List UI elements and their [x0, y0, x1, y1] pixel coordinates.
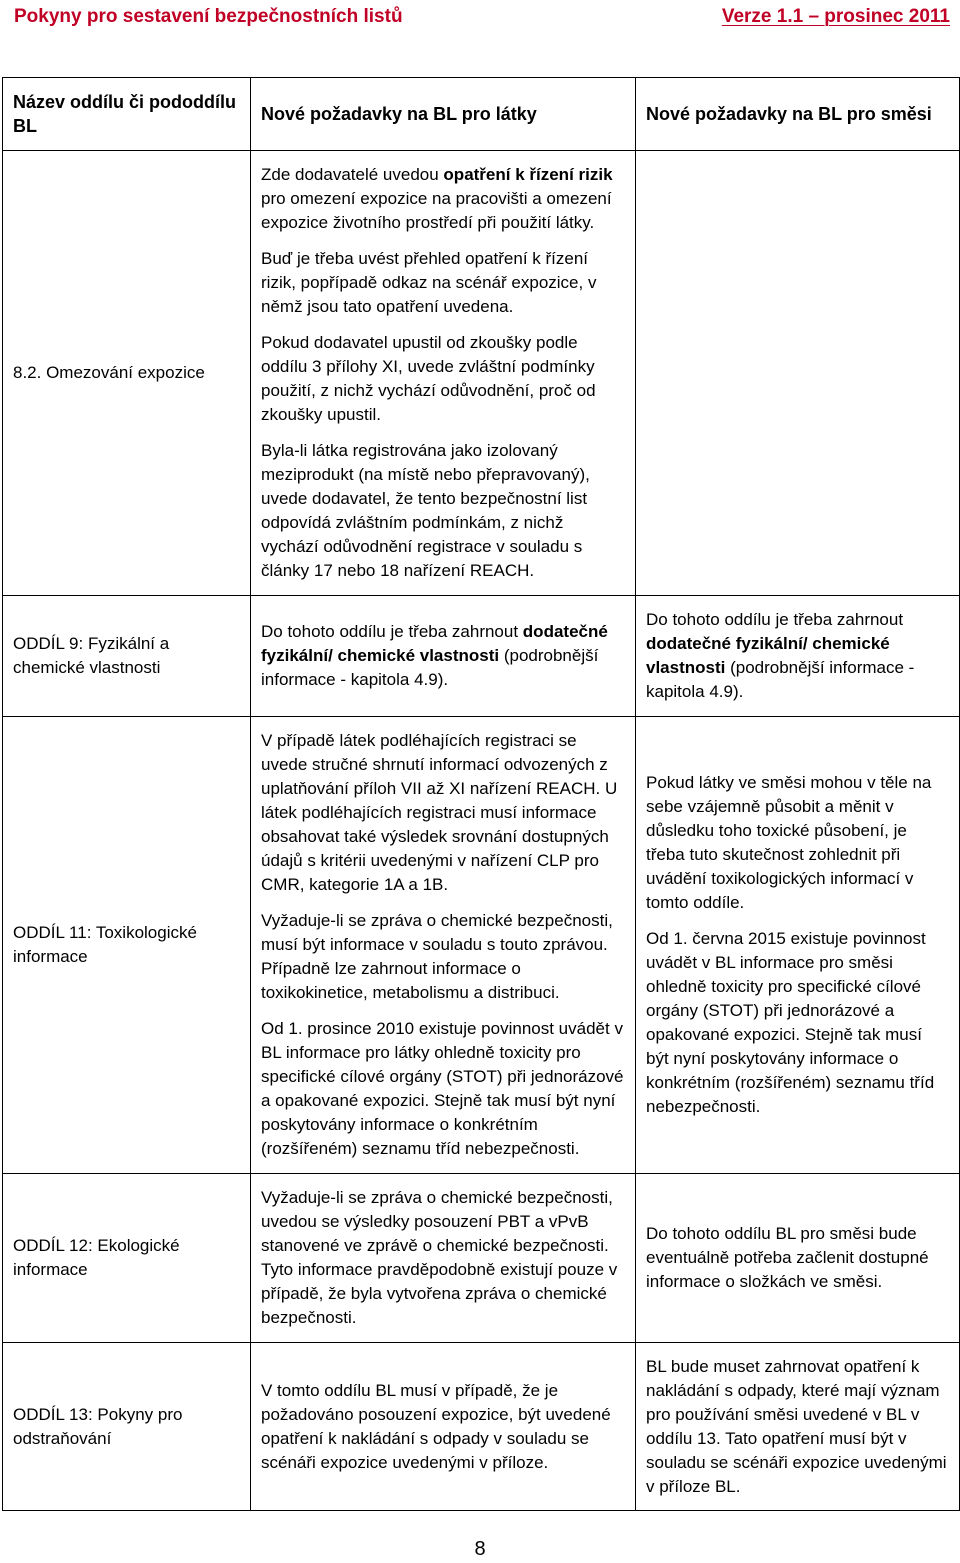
bold-text: opatření k řízení rizik — [443, 165, 613, 184]
mixtures-cell: BL bude muset zahrnovat opatření k nakládání s odpady, které mají význam pro používání směsi uvedené v BL v oddílu 13. Tato opatření musí být v souladu se scénáři expozice uvedenými v příloze BL. — [636, 1343, 960, 1511]
substances-cell — [251, 596, 636, 717]
requirements-table — [2, 77, 960, 1511]
bold-text: dodatečné fyzikální/ chemické vlastnosti — [261, 622, 608, 665]
text: pro omezení expozice na pracovišti a omezení expozice životního prostředí při použití látky. — [261, 189, 612, 232]
paragraph: Byla-li látka registrována jako izolovaný meziprodukt (na místě nebo přepravovaný), uvede dodavatel, že tento bezpečnostní list odpovídá zvláštním podmínkám, z nichž vychází odůvodnění registrace v souladu s články 17 nebo 18 nařízení REACH. — [261, 441, 590, 580]
table-row-9 — [3, 596, 960, 717]
page-header — [14, 4, 950, 30]
text: Zde dodavatelé uvedou — [261, 165, 444, 184]
section-name-cell: ODDÍL 11: Toxikologické informace — [3, 717, 251, 1174]
table-row-8-2 — [3, 151, 960, 596]
paragraph: Od 1. června 2015 existuje povinnost uvádět v BL informace pro směsi ohledně toxicity pro specifické cílové orgány (STOT) při jednorázové a opakované expozici. Stejně tak musí být nyní poskytovány informace o konkrétním (rozšířeném) seznamu tříd nebezpečnosti. — [646, 929, 935, 1116]
paragraph: Buď je třeba uvést přehled opatření k řízení rizik, popřípadě odkaz na scénář expozice, v němž jsou tato opatření uvedena. — [261, 249, 597, 316]
substances-cell: Vyžaduje-li se zpráva o chemické bezpečnosti, uvedou se výsledky posouzení PBT a vPvB stanovené ve zprávě o chemické bezpečnosti. Tyto informace pravděpodobně existují pouze v případě, že byla vytvořena zpráva o chemické bezpečnosti. — [251, 1174, 636, 1343]
text: (podrobnější informace - kapitola 4.9). — [646, 658, 915, 701]
column-header-substances: Nové požadavky na BL pro látky — [251, 78, 636, 151]
substances-cell: V tomto oddílu BL musí v případě, že je požadováno posouzení expozice, být uvedené opatření k nakládání s odpady v souladu se scénáři expozice uvedenými v příloze. — [251, 1343, 636, 1511]
table-row-11 — [3, 717, 960, 1174]
text: Do tohoto oddílu je třeba zahrnout — [646, 610, 904, 629]
substances-cell — [251, 717, 636, 1174]
paragraph — [261, 163, 625, 235]
bold-text: dodatečné fyzikální/ chemické vlastnosti — [646, 634, 890, 677]
mixtures-cell — [636, 717, 960, 1174]
paragraph: Vyžaduje-li se zpráva o chemické bezpečnosti, musí být informace v souladu s touto zprávou. Případně lze zahrnout informace o toxikokinetice, metabolismu a distribuci. — [261, 911, 613, 1002]
table-row-12 — [3, 1174, 960, 1343]
column-header-section-name: Název oddílu či pododdílu BL — [3, 78, 251, 151]
section-name-cell: 8.2. Omezování expozice — [3, 151, 251, 596]
document-title: Pokyny pro sestavení bezpečnostních listů — [14, 6, 403, 27]
column-header-mixtures: Nové požadavky na BL pro směsi — [636, 78, 960, 151]
document-version: Verze 1.1 – prosinec 2011 — [721, 6, 950, 27]
table-row-13 — [3, 1343, 960, 1511]
paragraph: Od 1. prosince 2010 existuje povinnost uvádět v BL informace pro látky ohledně toxicity pro specifické cílové orgány (STOT) při jednorázové a opakované expozici. Stejně tak musí být nyní poskytovány informace o konkrétním (rozšířeném) seznamu tříd nebezpečnosti. — [261, 1019, 624, 1158]
section-name-cell: ODDÍL 12: Ekologické informace — [3, 1174, 251, 1343]
page-number: 8 — [474, 1538, 486, 1560]
paragraph: V případě látek podléhajících registraci se uvede stručné shrnutí informací odvozených z uplatňování příloh VII až XI nařízení REACH. U látek podléhajících registraci musí informace obsahovat také výsledek srovnání dostupných údajů s kritérii uvedenými v nařízení CLP pro CMR, kategorie 1A a 1B. — [261, 731, 618, 894]
substances-cell — [251, 151, 636, 596]
mixtures-cell: Do tohoto oddílu BL pro směsi bude eventuálně potřeba začlenit dostupné informace o složkách ve směsi. — [636, 1174, 960, 1343]
mixtures-cell — [636, 596, 960, 717]
section-name-cell: ODDÍL 9: Fyzikální a chemické vlastnosti — [3, 596, 251, 717]
mixtures-cell — [636, 151, 960, 596]
text: Do tohoto oddílu je třeba zahrnout — [261, 622, 523, 641]
table-header-row — [3, 78, 960, 151]
paragraph: Pokud dodavatel upustil od zkoušky podle oddílu 3 přílohy XI, uvede zvláštní podmínky použití, z nichž vychází odůvodnění, proč od zkoušky upustil. — [261, 333, 596, 424]
text: (podrobnější informace - kapitola 4.9). — [261, 646, 599, 689]
paragraph: Pokud látky ve směsi mohou v těle na sebe vzájemně působit a měnit v důsledku toho toxické působení, je třeba tuto skutečnost zohlednit při uvádění toxikologických informací v tomto oddíle. — [646, 773, 932, 912]
section-name-cell: ODDÍL 13: Pokyny pro odstraňování — [3, 1343, 251, 1511]
